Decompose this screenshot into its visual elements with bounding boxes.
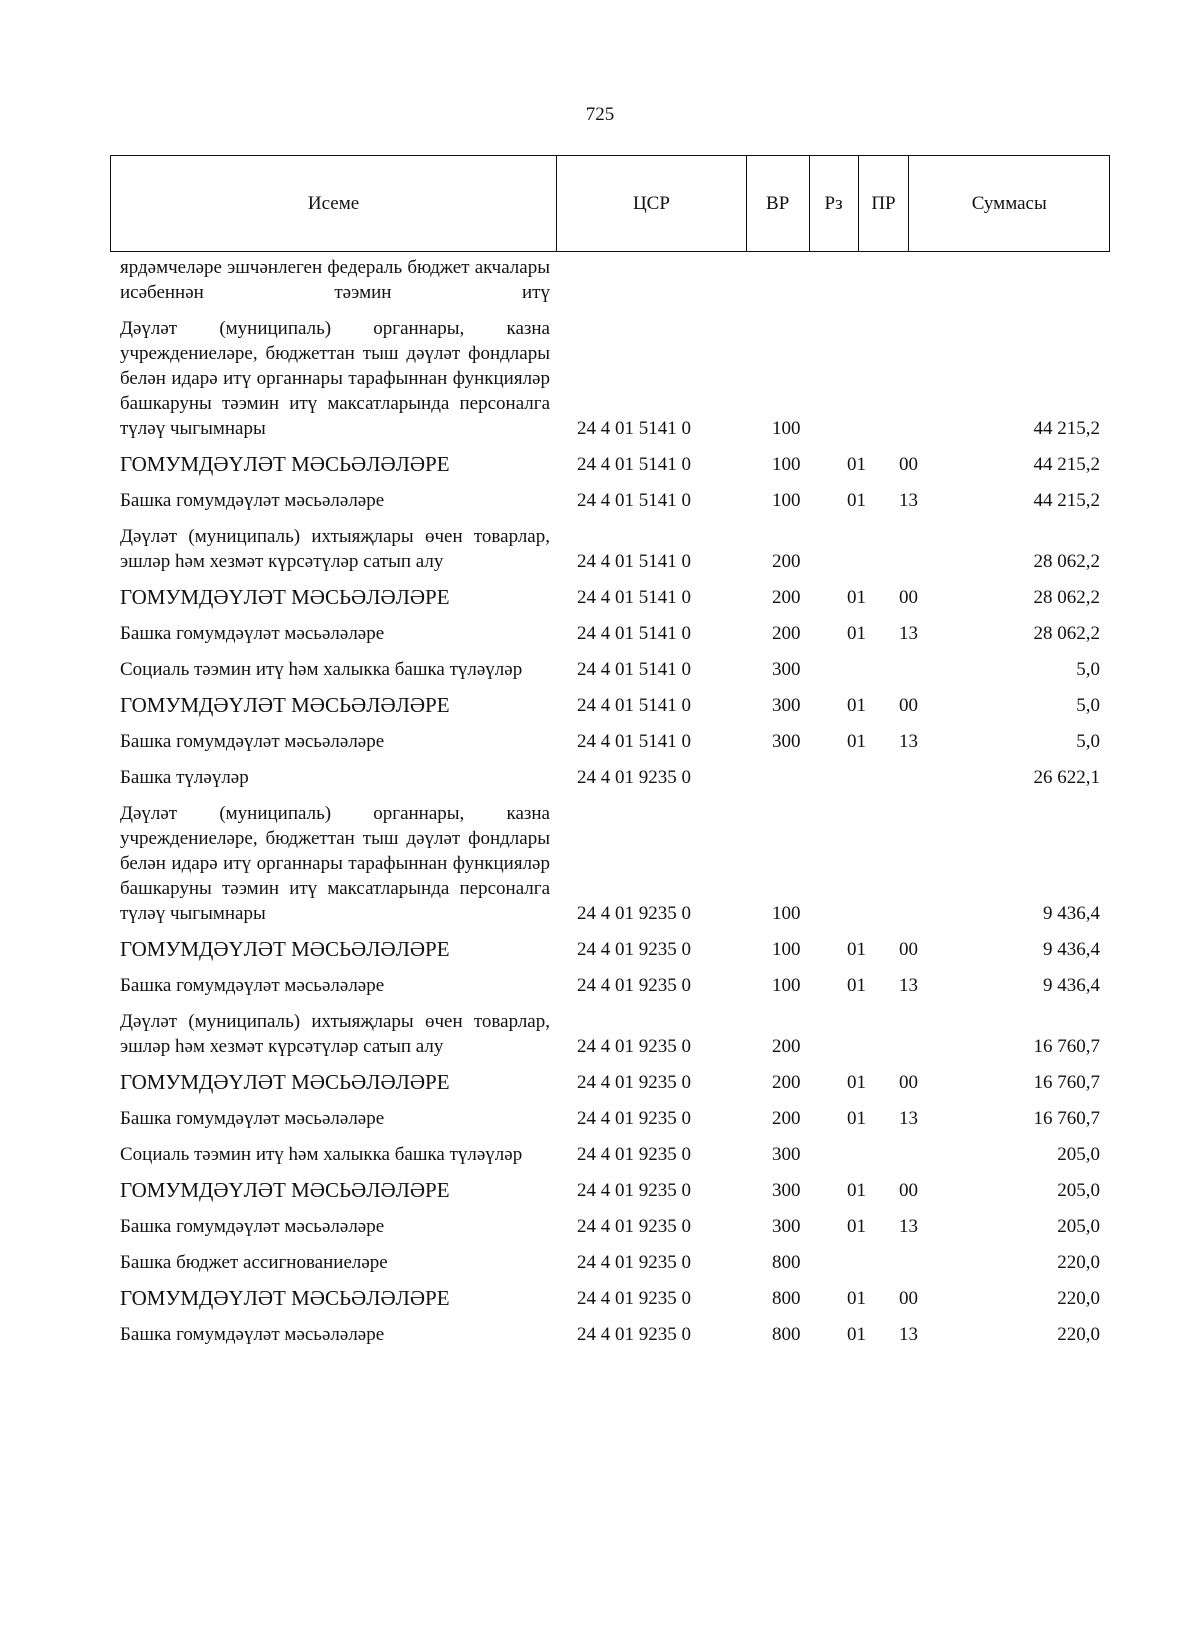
cell-csr: 24 4 01 9235 0 bbox=[577, 1324, 691, 1345]
cell-csr: 24 4 01 5141 0 bbox=[577, 551, 691, 572]
cell-rz: 01 bbox=[847, 695, 866, 716]
table-row bbox=[110, 1142, 1110, 1167]
cell-rz: 01 bbox=[847, 731, 866, 752]
table-row bbox=[110, 973, 1110, 998]
cell-pr: 13 bbox=[899, 1216, 918, 1237]
cell-sum: 9 436,4 bbox=[1043, 903, 1100, 924]
cell-vr: 200 bbox=[772, 623, 801, 644]
cell-name: Башка бюджет ассигнованиеләре bbox=[120, 1252, 388, 1273]
cell-pr: 00 bbox=[899, 1072, 918, 1093]
cell-vr: 800 bbox=[772, 1324, 801, 1345]
header-csr: ЦСР bbox=[557, 156, 747, 251]
cell-sum: 205,0 bbox=[1057, 1144, 1100, 1165]
cell-name: ГОМУМДӘҮЛӘТ МӘСЬӘЛӘЛӘРЕ bbox=[120, 693, 450, 717]
cell-pr: 00 bbox=[899, 939, 918, 960]
table-row bbox=[110, 524, 1110, 574]
cell-pr: 13 bbox=[899, 731, 918, 752]
cell-rz: 01 bbox=[847, 975, 866, 996]
table-row bbox=[110, 621, 1110, 646]
cell-vr: 100 bbox=[772, 418, 801, 439]
cell-csr: 24 4 01 9235 0 bbox=[577, 767, 691, 788]
cell-vr: 100 bbox=[772, 454, 801, 475]
cell-rz: 01 bbox=[847, 1324, 866, 1345]
header-sum: Суммасы bbox=[971, 192, 1047, 214]
cell-rz: 01 bbox=[847, 1072, 866, 1093]
cell-name: Башка гомумдәүләт мәсьәләләре bbox=[120, 1216, 385, 1237]
cell-rz: 01 bbox=[847, 939, 866, 960]
table-row bbox=[110, 1250, 1110, 1275]
cell-csr: 24 4 01 9235 0 bbox=[577, 975, 691, 996]
table-row bbox=[110, 1214, 1110, 1239]
cell-sum: 205,0 bbox=[1057, 1180, 1100, 1201]
cell-rz: 01 bbox=[847, 1216, 866, 1237]
cell-rz: 01 bbox=[847, 1180, 866, 1201]
cell-sum: 9 436,4 bbox=[1043, 939, 1100, 960]
cell-vr: 300 bbox=[772, 1216, 801, 1237]
cell-sum: 44 215,2 bbox=[1033, 490, 1100, 511]
cell-vr: 800 bbox=[772, 1288, 801, 1309]
cell-csr: 24 4 01 5141 0 bbox=[577, 623, 691, 644]
cell-vr: 100 bbox=[772, 975, 801, 996]
cell-pr: 00 bbox=[899, 1288, 918, 1309]
table-row bbox=[110, 729, 1110, 754]
table-row bbox=[110, 585, 1110, 610]
cell-csr: 24 4 01 9235 0 bbox=[577, 1252, 691, 1273]
cell-pr: 13 bbox=[899, 1108, 918, 1129]
cell-sum: 220,0 bbox=[1057, 1288, 1100, 1309]
cell-csr: 24 4 01 5141 0 bbox=[577, 731, 691, 752]
cell-name: Дәүләт (муниципаль) ихтыяҗлары өчен товарлар, эшләр һәм хезмәт күрсәтүләр сатып алу bbox=[120, 1011, 550, 1057]
cell-sum: 26 622,1 bbox=[1033, 767, 1100, 788]
table-row bbox=[110, 1070, 1110, 1095]
cell-name: ГОМУМДӘҮЛӘТ МӘСЬӘЛӘЛӘРЕ bbox=[120, 452, 450, 476]
table-row bbox=[110, 1106, 1110, 1131]
cell-csr: 24 4 01 5141 0 bbox=[577, 418, 691, 439]
cell-csr: 24 4 01 5141 0 bbox=[577, 587, 691, 608]
cell-csr: 24 4 01 5141 0 bbox=[577, 490, 691, 511]
cell-sum: 44 215,2 bbox=[1033, 454, 1100, 475]
cell-csr: 24 4 01 9235 0 bbox=[577, 1072, 691, 1093]
cell-name: ГОМУМДӘҮЛӘТ МӘСЬӘЛӘЛӘРЕ bbox=[120, 937, 450, 961]
cell-pr: 13 bbox=[899, 623, 918, 644]
cell-name: Дәүләт (муниципаль) органнары, казна учреждениеләре, бюджеттан тыш дәүләт фондлары белән идарә итү органнары тарафыннан функцияләр башкаруны тәэмин итү максатларында персоналга түләү чыгымнары bbox=[120, 803, 550, 924]
cell-vr: 200 bbox=[772, 551, 801, 572]
cell-rz: 01 bbox=[847, 623, 866, 644]
header-rz: Рз bbox=[810, 156, 859, 251]
cell-name: Башка гомумдәүләт мәсьәләләре bbox=[120, 1324, 385, 1345]
cell-name: Башка гомумдәүләт мәсьәләләре bbox=[120, 490, 385, 511]
page-number: 725 bbox=[585, 104, 615, 125]
cell-vr: 200 bbox=[772, 1072, 801, 1093]
cell-csr: 24 4 01 9235 0 bbox=[577, 1216, 691, 1237]
cell-sum: 28 062,2 bbox=[1033, 587, 1100, 608]
cell-name: Дәүләт (муниципаль) ихтыяҗлары өчен товарлар, эшләр һәм хезмәт күрсәтүләр сатып алу bbox=[120, 526, 550, 572]
cell-pr: 00 bbox=[899, 1180, 918, 1201]
table-row bbox=[110, 801, 1110, 926]
cell-name: ГОМУМДӘҮЛӘТ МӘСЬӘЛӘЛӘРЕ bbox=[120, 1070, 450, 1094]
cell-sum: 16 760,7 bbox=[1033, 1036, 1100, 1057]
header-vr: ВР bbox=[747, 156, 810, 251]
cell-sum: 5,0 bbox=[1076, 695, 1100, 716]
cell-vr: 800 bbox=[772, 1252, 801, 1273]
cell-csr: 24 4 01 9235 0 bbox=[577, 939, 691, 960]
cell-vr: 300 bbox=[772, 659, 801, 680]
cell-sum: 5,0 bbox=[1076, 659, 1100, 680]
cell-vr: 200 bbox=[772, 1108, 801, 1129]
cell-name: ГОМУМДӘҮЛӘТ МӘСЬӘЛӘЛӘРЕ bbox=[120, 1286, 450, 1310]
cell-name: ярдәмчеләре эшчәнлеген федераль бюджет акчалары исәбеннән тәэмин итү bbox=[120, 257, 550, 303]
cell-csr: 24 4 01 5141 0 bbox=[577, 695, 691, 716]
cell-vr: 100 bbox=[772, 490, 801, 511]
cell-vr: 300 bbox=[772, 695, 801, 716]
cell-csr: 24 4 01 9235 0 bbox=[577, 1288, 691, 1309]
cell-csr: 24 4 01 5141 0 bbox=[577, 454, 691, 475]
table-row bbox=[110, 452, 1110, 477]
cell-pr: 13 bbox=[899, 490, 918, 511]
header-pr: ПР bbox=[859, 156, 910, 251]
cell-pr: 13 bbox=[899, 975, 918, 996]
cell-name: Башка түләүләр bbox=[120, 767, 249, 788]
table-row bbox=[110, 1178, 1110, 1203]
cell-sum: 5,0 bbox=[1076, 731, 1100, 752]
cell-rz: 01 bbox=[847, 454, 866, 475]
cell-vr: 200 bbox=[772, 1036, 801, 1057]
cell-sum: 205,0 bbox=[1057, 1216, 1100, 1237]
table-row bbox=[110, 1009, 1110, 1059]
cell-rz: 01 bbox=[847, 587, 866, 608]
cell-rz: 01 bbox=[847, 1108, 866, 1129]
cell-pr: 00 bbox=[899, 587, 918, 608]
table-row bbox=[110, 693, 1110, 718]
cell-name: Социаль тәэмин итү һәм халыкка башка түләүләр bbox=[120, 1144, 523, 1165]
cell-vr: 300 bbox=[772, 1144, 801, 1165]
table-body bbox=[110, 255, 1110, 1358]
cell-sum: 28 062,2 bbox=[1033, 551, 1100, 572]
table-row bbox=[110, 488, 1110, 513]
cell-sum: 16 760,7 bbox=[1033, 1108, 1100, 1129]
cell-name: Социаль тәэмин итү һәм халыкка башка түләүләр bbox=[120, 659, 523, 680]
cell-vr: 100 bbox=[772, 903, 801, 924]
cell-pr: 13 bbox=[899, 1324, 918, 1345]
cell-name: Башка гомумдәүләт мәсьәләләре bbox=[120, 623, 385, 644]
table-row bbox=[110, 255, 1110, 305]
cell-csr: 24 4 01 9235 0 bbox=[577, 1144, 691, 1165]
cell-vr: 300 bbox=[772, 731, 801, 752]
cell-csr: 24 4 01 9235 0 bbox=[577, 1036, 691, 1057]
cell-name: Башка гомумдәүләт мәсьәләләре bbox=[120, 731, 385, 752]
cell-sum: 44 215,2 bbox=[1033, 418, 1100, 439]
table-header bbox=[110, 155, 1110, 252]
cell-pr: 00 bbox=[899, 695, 918, 716]
cell-name: ГОМУМДӘҮЛӘТ МӘСЬӘЛӘЛӘРЕ bbox=[120, 1178, 450, 1202]
table-row bbox=[110, 316, 1110, 441]
table-row bbox=[110, 657, 1110, 682]
cell-pr: 00 bbox=[899, 454, 918, 475]
cell-vr: 300 bbox=[772, 1180, 801, 1201]
cell-vr: 200 bbox=[772, 587, 801, 608]
table-row bbox=[110, 1286, 1110, 1311]
cell-sum: 220,0 bbox=[1057, 1252, 1100, 1273]
header-name: Исеме bbox=[111, 156, 557, 251]
cell-csr: 24 4 01 9235 0 bbox=[577, 1108, 691, 1129]
cell-csr: 24 4 01 9235 0 bbox=[577, 1180, 691, 1201]
cell-rz: 01 bbox=[847, 490, 866, 511]
cell-name: Башка гомумдәүләт мәсьәләләре bbox=[120, 975, 385, 996]
cell-sum: 28 062,2 bbox=[1033, 623, 1100, 644]
cell-csr: 24 4 01 9235 0 bbox=[577, 903, 691, 924]
cell-sum: 9 436,4 bbox=[1043, 975, 1100, 996]
cell-name: Башка гомумдәүләт мәсьәләләре bbox=[120, 1108, 385, 1129]
cell-sum: 16 760,7 bbox=[1033, 1072, 1100, 1093]
cell-name: ГОМУМДӘҮЛӘТ МӘСЬӘЛӘЛӘРЕ bbox=[120, 585, 450, 609]
cell-name: Дәүләт (муниципаль) органнары, казна учреждениеләре, бюджеттан тыш дәүләт фондлары белән идарә итү органнары тарафыннан функцияләр башкаруны тәэмин итү максатларында персоналга түләү чыгымнары bbox=[120, 318, 550, 439]
table-row bbox=[110, 937, 1110, 962]
cell-rz: 01 bbox=[847, 1288, 866, 1309]
cell-vr: 100 bbox=[772, 939, 801, 960]
table-row bbox=[110, 765, 1110, 790]
cell-sum: 220,0 bbox=[1057, 1324, 1100, 1345]
table-row bbox=[110, 1322, 1110, 1347]
cell-csr: 24 4 01 5141 0 bbox=[577, 659, 691, 680]
